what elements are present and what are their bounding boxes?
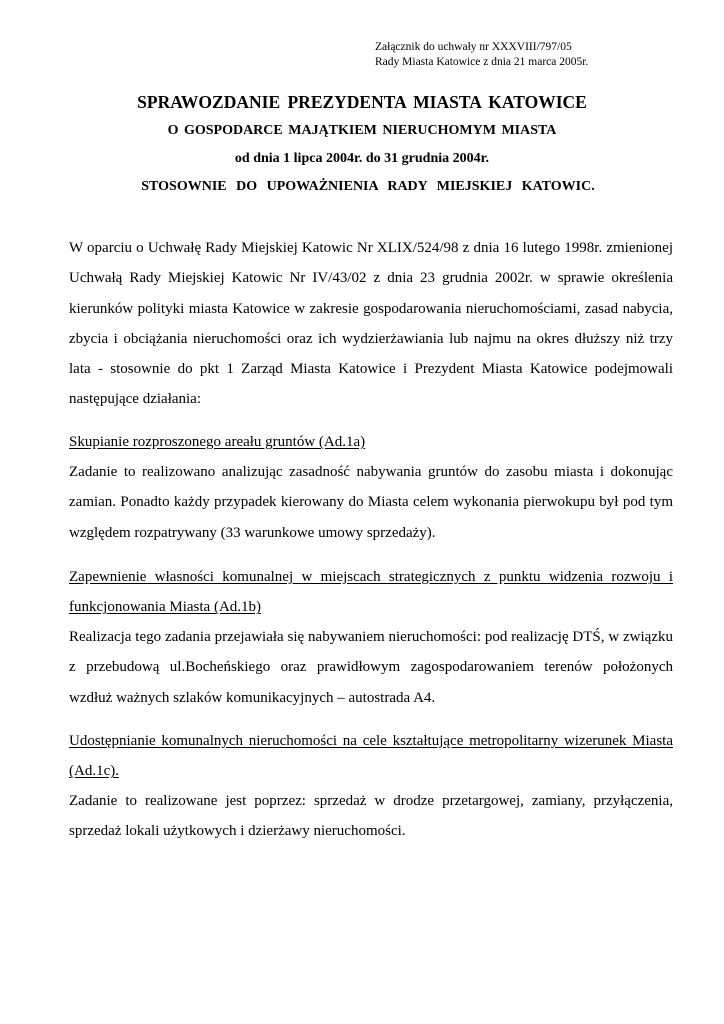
section-heading-2: Zapewnienie własności komunalnej w miejscach strategicznych z punktu widzenia rozwoju i funkcjonowania Miasta (Ad.1b) xyxy=(69,569,673,616)
report-title: SPRAWOZDANIE PREZYDENTA MIASTA KATOWICE xyxy=(137,92,587,112)
report-subtitle: O GOSPODARCE MAJĄTKIEM NIERUCHOMYM MIASTA xyxy=(167,123,557,138)
section-paragraph-2: Realizacja tego zadania przejawiała się nabywaniem nieruchomości: pod realizację DTŚ, w związku z przebudową ul.Bocheńskiego oraz prawidłowym zagospodarowaniem terenów położonych wzdłuż ważnych szlaków komunikacyjnych – autostrada A4. xyxy=(69,629,673,706)
section-heading-3: Udostępnianie komunalnych nieruchomości na cele kształtujące metropolitarny wizerunek Miasta (Ad.1c). xyxy=(69,733,673,780)
attachment-note xyxy=(375,40,588,70)
report-authority: STOSOWNIE DO UPOWAŻNIENIA RADY MIEJSKIEJ KATOWIC. xyxy=(141,179,595,194)
section-heading-1: Skupianie rozproszonego areału gruntów (Ad.1a) xyxy=(69,434,366,450)
section-paragraph-1: Zadanie to realizowano analizując zasadność nabywania gruntów do zasobu miasta i dokonując zamian. Ponadto każdy przypadek kierowany do Miasta celem wykonania pierwokupu był pod tym względem rozpatrywany (33 warunkowe umowy sprzedaży). xyxy=(69,464,673,541)
report-period: od dnia 1 lipca 2004r. do 31 grudnia 2004r. xyxy=(234,151,490,166)
intro-paragraph: W oparciu o Uchwałę Rady Miejskiej Katowic Nr XLIX/524/98 z dnia 16 lutego 1998r. zmienionej Uchwałą Rady Miejskiej Katowic Nr IV/43/02 z dnia 23 grudnia 2002r. w sprawie określenia kierunków polityki miasta Katowice w zakresie gospodarowania nieruchomościami, zasad nabycia, zbycia i obciążania nieruchomości oraz ich wydzierżawiania lub najmu na okres dłuższy niż trzy lata - stosownie do pkt 1 Zarząd Miasta Katowice i Prezydent Miasta Katowice podejmowali następujące działania: xyxy=(69,240,673,408)
attachment-line-1: Załącznik do uchwały nr XXXVIII/797/05 xyxy=(375,41,572,53)
attachment-line-2: Rady Miasta Katowice z dnia 21 marca 2005r. xyxy=(375,56,589,68)
section-paragraph-3: Zadanie to realizowane jest poprzez: sprzedaż w drodze przetargowej, zamiany, przyłączenia, sprzedaż lokali użytkowych i dzierżawy nieruchomości. xyxy=(69,793,673,840)
